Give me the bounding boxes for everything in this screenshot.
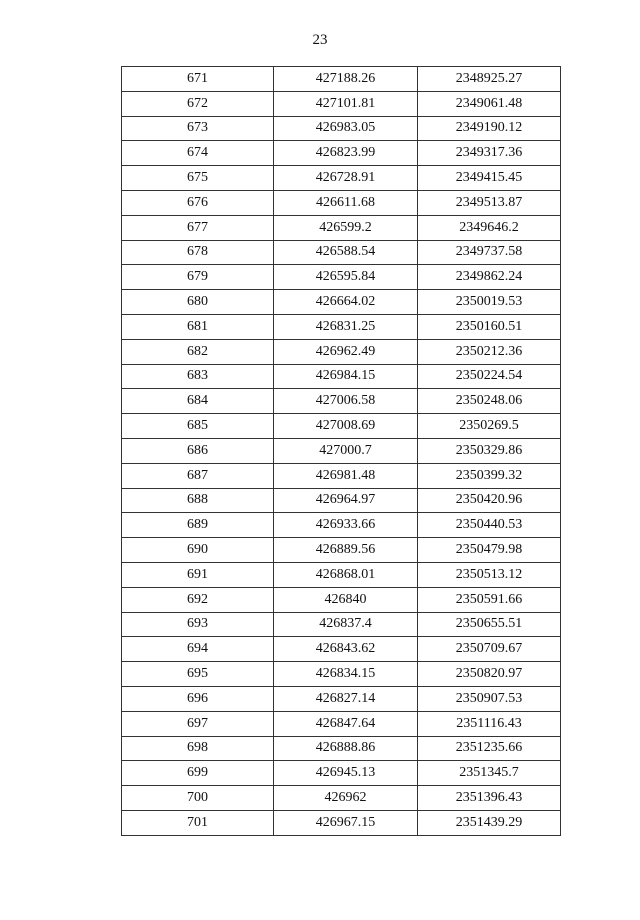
y-coordinate-cell: 2350399.32 (418, 463, 561, 488)
point-number-cell: 699 (122, 761, 274, 786)
x-coordinate-cell: 426981.48 (274, 463, 418, 488)
x-coordinate-cell: 426664.02 (274, 290, 418, 315)
point-number-cell: 672 (122, 91, 274, 116)
point-number-cell: 682 (122, 339, 274, 364)
y-coordinate-cell: 2350440.53 (418, 513, 561, 538)
table-row (122, 290, 561, 315)
table-row (122, 91, 561, 116)
point-number-cell: 693 (122, 612, 274, 637)
x-coordinate-cell: 426983.05 (274, 116, 418, 141)
x-coordinate-cell: 426588.54 (274, 240, 418, 265)
x-coordinate-cell: 427008.69 (274, 414, 418, 439)
point-number-cell: 678 (122, 240, 274, 265)
y-coordinate-cell: 2350019.53 (418, 290, 561, 315)
point-number-cell: 679 (122, 265, 274, 290)
table-row (122, 587, 561, 612)
table-row (122, 67, 561, 92)
point-number-cell: 688 (122, 488, 274, 513)
point-number-cell: 696 (122, 686, 274, 711)
table-row (122, 736, 561, 761)
x-coordinate-cell: 426847.64 (274, 711, 418, 736)
x-coordinate-cell: 426840 (274, 587, 418, 612)
table-row (122, 389, 561, 414)
point-number-cell: 701 (122, 810, 274, 835)
y-coordinate-cell: 2351116.43 (418, 711, 561, 736)
y-coordinate-cell: 2349415.45 (418, 166, 561, 191)
table-row (122, 414, 561, 439)
point-number-cell: 694 (122, 637, 274, 662)
x-coordinate-cell: 426984.15 (274, 364, 418, 389)
y-coordinate-cell: 2349190.12 (418, 116, 561, 141)
x-coordinate-cell: 426823.99 (274, 141, 418, 166)
y-coordinate-cell: 2351235.66 (418, 736, 561, 761)
x-coordinate-cell: 426868.01 (274, 562, 418, 587)
point-number-cell: 674 (122, 141, 274, 166)
table-row (122, 711, 561, 736)
y-coordinate-cell: 2349737.58 (418, 240, 561, 265)
table-row (122, 339, 561, 364)
point-number-cell: 680 (122, 290, 274, 315)
x-coordinate-cell: 426728.91 (274, 166, 418, 191)
y-coordinate-cell: 2351345.7 (418, 761, 561, 786)
x-coordinate-cell: 426962 (274, 786, 418, 811)
y-coordinate-cell: 2350212.36 (418, 339, 561, 364)
point-number-cell: 686 (122, 438, 274, 463)
point-number-cell: 687 (122, 463, 274, 488)
table-row (122, 314, 561, 339)
x-coordinate-cell: 426595.84 (274, 265, 418, 290)
y-coordinate-cell: 2349646.2 (418, 215, 561, 240)
point-number-cell: 675 (122, 166, 274, 191)
y-coordinate-cell: 2350269.5 (418, 414, 561, 439)
x-coordinate-cell: 426611.68 (274, 190, 418, 215)
y-coordinate-cell: 2350224.54 (418, 364, 561, 389)
point-number-cell: 690 (122, 538, 274, 563)
x-coordinate-cell: 426962.49 (274, 339, 418, 364)
y-coordinate-cell: 2350160.51 (418, 314, 561, 339)
y-coordinate-cell: 2350907.53 (418, 686, 561, 711)
table-row (122, 438, 561, 463)
coordinates-table-body (122, 67, 561, 836)
point-number-cell: 684 (122, 389, 274, 414)
x-coordinate-cell: 427101.81 (274, 91, 418, 116)
x-coordinate-cell: 426888.86 (274, 736, 418, 761)
y-coordinate-cell: 2349061.48 (418, 91, 561, 116)
point-number-cell: 683 (122, 364, 274, 389)
table-row (122, 240, 561, 265)
point-number-cell: 689 (122, 513, 274, 538)
y-coordinate-cell: 2350820.97 (418, 662, 561, 687)
y-coordinate-cell: 2349862.24 (418, 265, 561, 290)
point-number-cell: 698 (122, 736, 274, 761)
point-number-cell: 692 (122, 587, 274, 612)
table-row (122, 637, 561, 662)
x-coordinate-cell: 426831.25 (274, 314, 418, 339)
y-coordinate-cell: 2350513.12 (418, 562, 561, 587)
y-coordinate-cell: 2350248.06 (418, 389, 561, 414)
table-row (122, 686, 561, 711)
x-coordinate-cell: 427000.7 (274, 438, 418, 463)
table-row (122, 810, 561, 835)
y-coordinate-cell: 2350591.66 (418, 587, 561, 612)
table-row (122, 190, 561, 215)
point-number-cell: 676 (122, 190, 274, 215)
y-coordinate-cell: 2348925.27 (418, 67, 561, 92)
point-number-cell: 673 (122, 116, 274, 141)
table-row (122, 364, 561, 389)
x-coordinate-cell: 426889.56 (274, 538, 418, 563)
table-row (122, 488, 561, 513)
y-coordinate-cell: 2350655.51 (418, 612, 561, 637)
y-coordinate-cell: 2350329.86 (418, 438, 561, 463)
table-row (122, 215, 561, 240)
table-row (122, 513, 561, 538)
y-coordinate-cell: 2351439.29 (418, 810, 561, 835)
table-row (122, 662, 561, 687)
point-number-cell: 671 (122, 67, 274, 92)
point-number-cell: 691 (122, 562, 274, 587)
x-coordinate-cell: 427006.58 (274, 389, 418, 414)
table-row (122, 265, 561, 290)
table-row (122, 116, 561, 141)
table-row (122, 562, 561, 587)
x-coordinate-cell: 426964.97 (274, 488, 418, 513)
page-number: 23 (312, 32, 328, 48)
table-row (122, 166, 561, 191)
x-coordinate-cell: 426843.62 (274, 637, 418, 662)
point-number-cell: 677 (122, 215, 274, 240)
y-coordinate-cell: 2351396.43 (418, 786, 561, 811)
table-row (122, 786, 561, 811)
x-coordinate-cell: 426599.2 (274, 215, 418, 240)
x-coordinate-cell: 426827.14 (274, 686, 418, 711)
y-coordinate-cell: 2350479.98 (418, 538, 561, 563)
point-number-cell: 685 (122, 414, 274, 439)
y-coordinate-cell: 2349317.36 (418, 141, 561, 166)
point-number-cell: 681 (122, 314, 274, 339)
y-coordinate-cell: 2350709.67 (418, 637, 561, 662)
x-coordinate-cell: 426967.15 (274, 810, 418, 835)
point-number-cell: 697 (122, 711, 274, 736)
table-row (122, 538, 561, 563)
table-row (122, 141, 561, 166)
x-coordinate-cell: 426834.15 (274, 662, 418, 687)
y-coordinate-cell: 2350420.96 (418, 488, 561, 513)
x-coordinate-cell: 426945.13 (274, 761, 418, 786)
coordinates-table (121, 66, 561, 836)
y-coordinate-cell: 2349513.87 (418, 190, 561, 215)
table-row (122, 612, 561, 637)
x-coordinate-cell: 426837.4 (274, 612, 418, 637)
point-number-cell: 695 (122, 662, 274, 687)
x-coordinate-cell: 426933.66 (274, 513, 418, 538)
table-row (122, 761, 561, 786)
x-coordinate-cell: 427188.26 (274, 67, 418, 92)
point-number-cell: 700 (122, 786, 274, 811)
table-row (122, 463, 561, 488)
